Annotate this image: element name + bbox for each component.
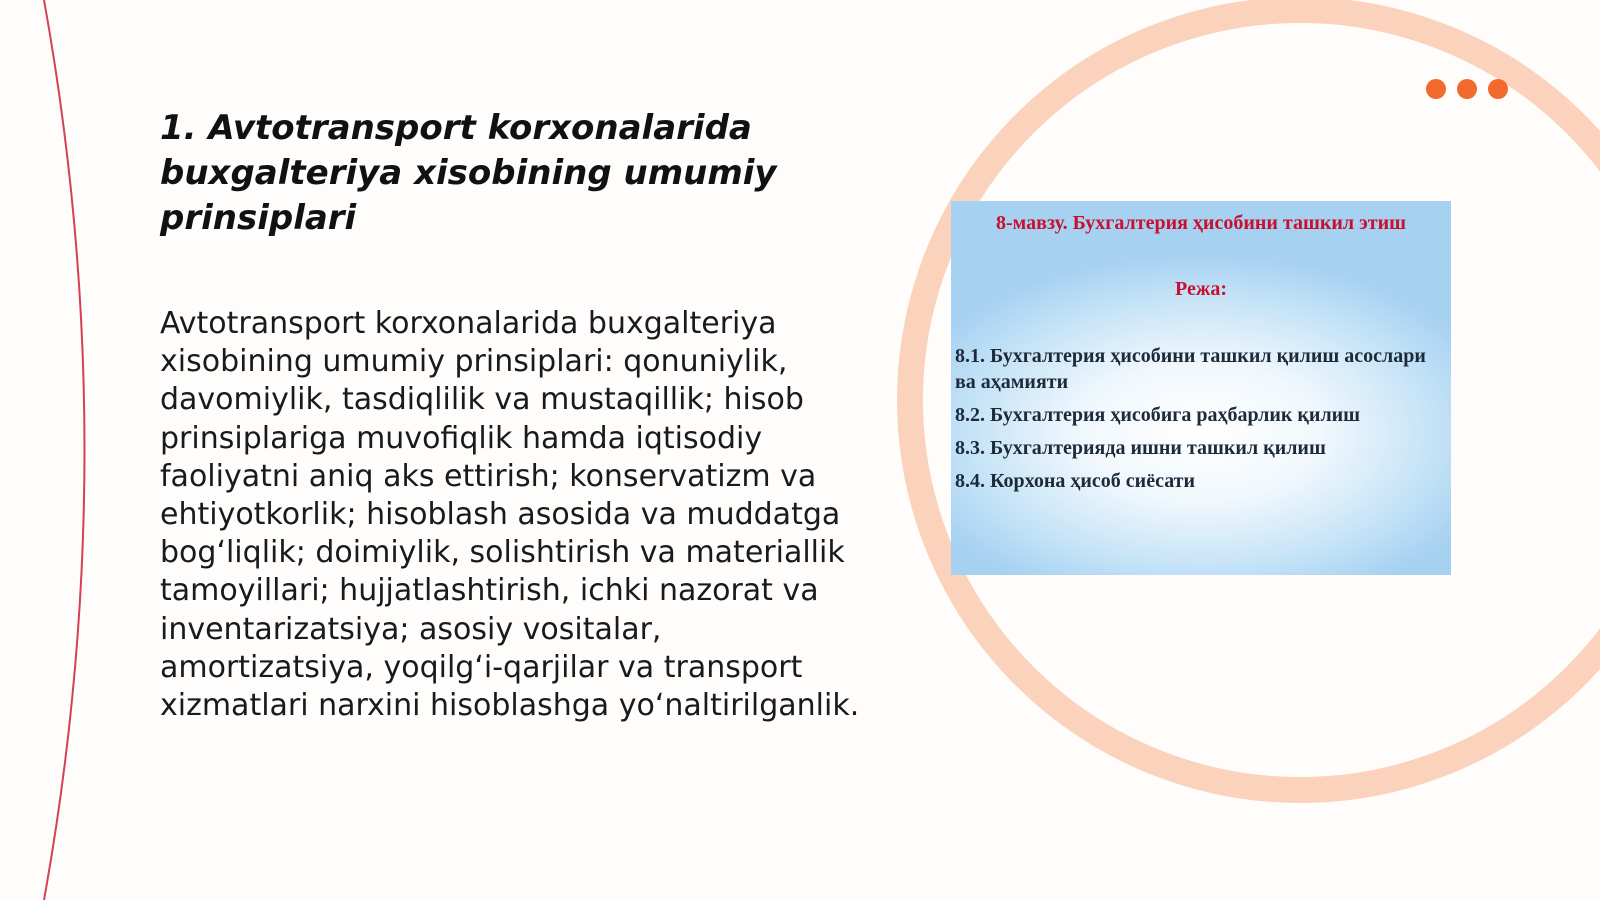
red-curve-line <box>44 0 85 900</box>
plan-heading: Режа: <box>1175 278 1227 300</box>
plan-item: 8.1. Бухгалтерия ҳисобини ташкил қилиш асослари ва аҳамияти <box>955 345 1426 393</box>
more-dots-icon[interactable] <box>1426 79 1508 99</box>
dot <box>1488 79 1508 99</box>
plan-item: 8.2. Бухгалтерия ҳисобига раҳбарлик қилиш <box>955 404 1361 426</box>
dot <box>1457 79 1477 99</box>
plan-list <box>955 343 1445 501</box>
plan-card-image <box>951 201 1451 575</box>
plan-item: 8.3. Бухгалтерияда ишни ташкил қилиш <box>955 437 1326 459</box>
dot <box>1426 79 1446 99</box>
slide-body-text: Avtotransport korxonalarida buxgalteriya xisobining umumiy prinsiplari: qonuniylik, davomiylik, tasdiqlilik va mustaqillik; hisob prinsiplariga muvofiqlik hamda iqtisodiy faoliyatni aniq aks ettirish; konservatizm va ehtiyotkorlik; hisoblash asosida va muddatga bog‘liqlik; doimiylik, solishtirish va materiallik tamoyillari; hujjatlashtirish, ichki nazorat va inventarizatsiya; asosiy vositalar, amortizatsiya, yoqilg‘i-qarjilar va transport xizmatlari narxini hisoblashga yo‘naltirilganlik. <box>160 306 860 724</box>
plan-item: 8.4. Корхона ҳисоб сиёсати <box>955 470 1196 492</box>
plan-topic-title: 8-мавзу. Бухгалтерия ҳисобини ташкил этиш <box>996 212 1406 234</box>
slide-title: 1. Avtotransport korxonalarida buxgalteriya xisobining umumiy prinsiplari <box>160 108 777 238</box>
